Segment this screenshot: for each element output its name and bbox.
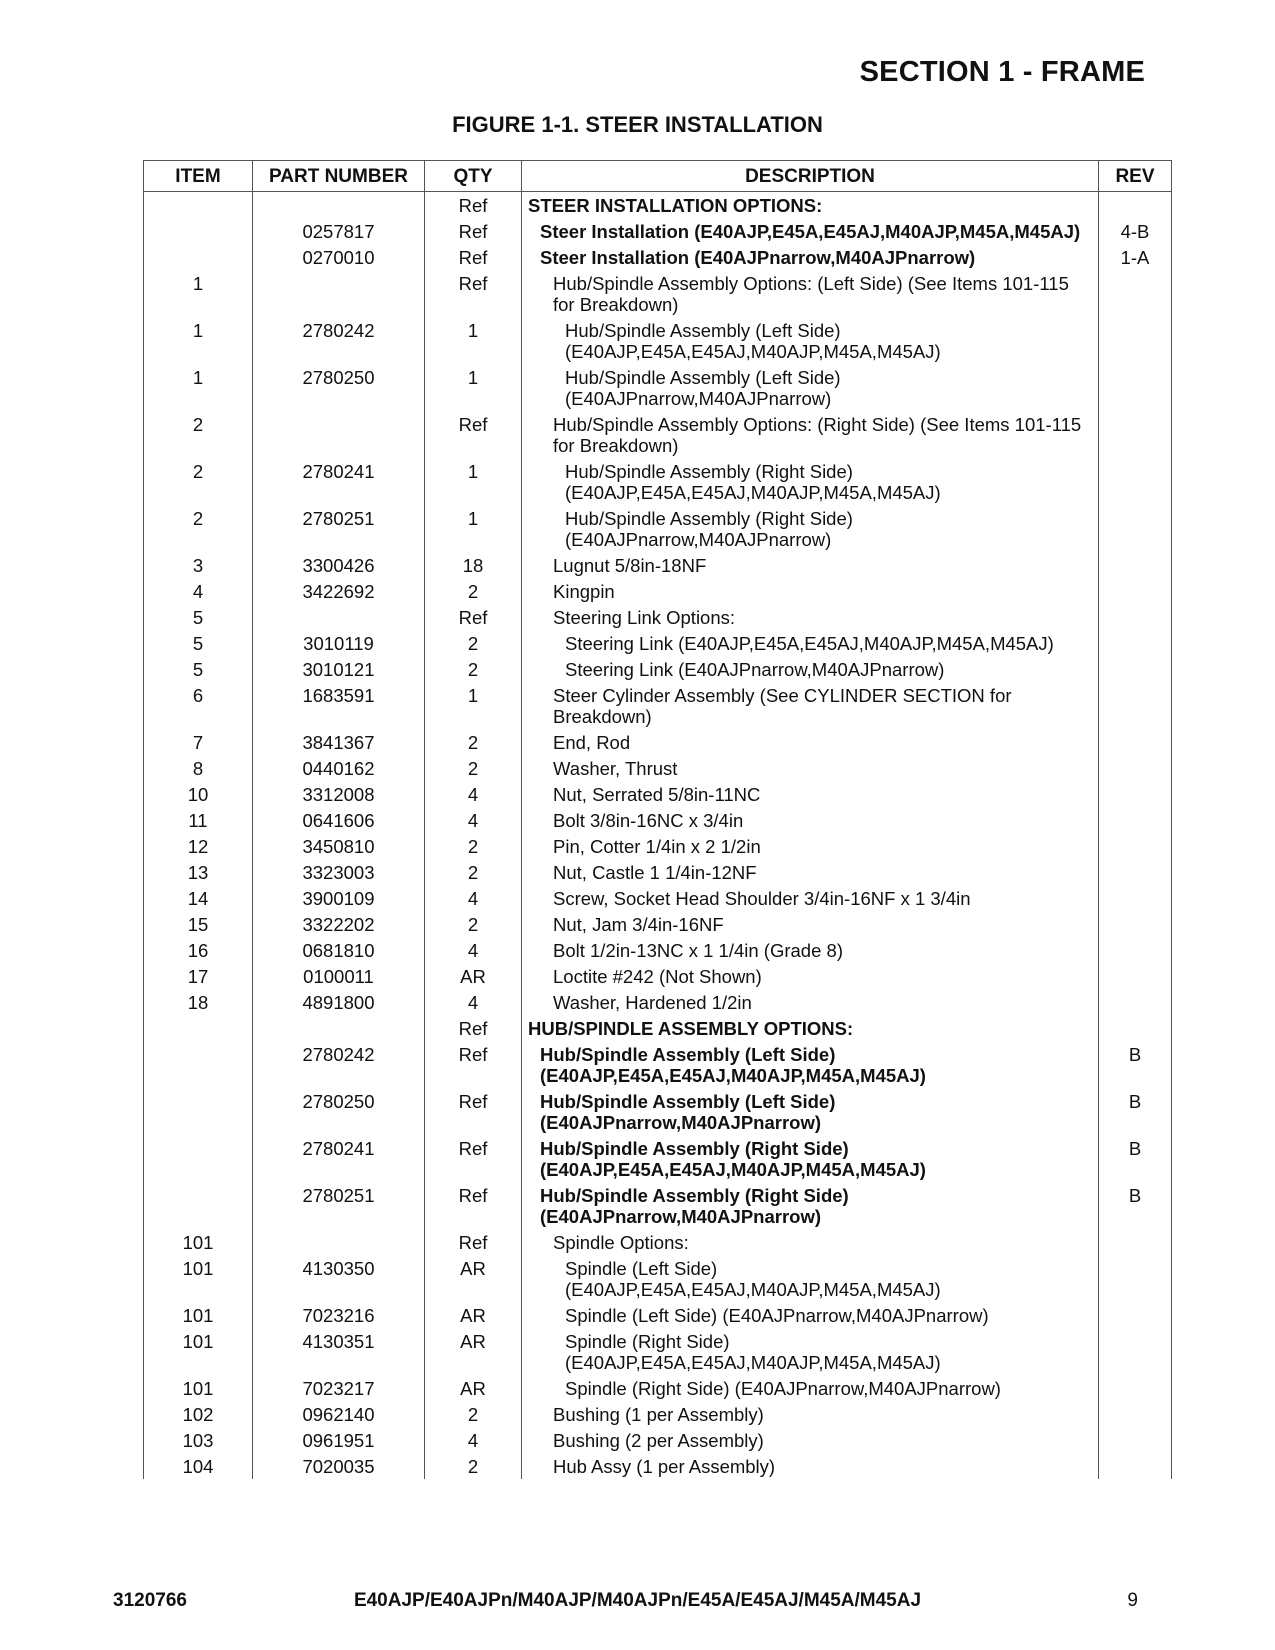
rev-cell (1099, 729, 1172, 755)
part-number-cell: 3300426 (253, 552, 425, 578)
table-row (144, 1302, 1172, 1328)
qty-cell: 2 (425, 859, 522, 885)
part-number-cell: 7023216 (253, 1302, 425, 1328)
rev-cell (1099, 1255, 1172, 1302)
qty-cell: Ref (425, 244, 522, 270)
part-number-cell: 3841367 (253, 729, 425, 755)
table-row (144, 1328, 1172, 1375)
part-number-cell: 0681810 (253, 937, 425, 963)
table-row (144, 411, 1172, 458)
item-cell: 12 (144, 833, 253, 859)
part-number-cell: 4130351 (253, 1328, 425, 1375)
table-row (144, 364, 1172, 411)
item-cell: 8 (144, 755, 253, 781)
qty-cell: 2 (425, 755, 522, 781)
item-cell: 15 (144, 911, 253, 937)
table-row (144, 1135, 1172, 1182)
description-cell: Bolt 3/8in-16NC x 3/4in (522, 807, 1099, 833)
rev-cell (1099, 270, 1172, 317)
table-row (144, 192, 1172, 219)
description-cell: Hub/Spindle Assembly (Left Side) (E40AJP,E45A,E45AJ,M40AJP,M45A,M45AJ) (522, 317, 1099, 364)
part-number-cell: 3450810 (253, 833, 425, 859)
part-number-cell: 3900109 (253, 885, 425, 911)
part-number-cell (253, 411, 425, 458)
table-row (144, 1041, 1172, 1088)
description-cell: Hub Assy (1 per Assembly) (522, 1453, 1099, 1479)
rev-cell (1099, 552, 1172, 578)
table-row (144, 458, 1172, 505)
part-number-cell (253, 1229, 425, 1255)
qty-cell: Ref (425, 218, 522, 244)
description-cell: Steering Link (E40AJPnarrow,M40AJPnarrow) (522, 656, 1099, 682)
item-cell: 13 (144, 859, 253, 885)
item-cell: 101 (144, 1255, 253, 1302)
qty-cell: 18 (425, 552, 522, 578)
header-rev: REV (1099, 161, 1172, 192)
qty-cell: 1 (425, 317, 522, 364)
description-cell: Lugnut 5/8in-18NF (522, 552, 1099, 578)
table-row (144, 833, 1172, 859)
item-cell: 14 (144, 885, 253, 911)
rev-cell (1099, 630, 1172, 656)
part-number-cell: 3010121 (253, 656, 425, 682)
table-row (144, 505, 1172, 552)
header-description: DESCRIPTION (522, 161, 1099, 192)
part-number-cell: 3010119 (253, 630, 425, 656)
table-row (144, 656, 1172, 682)
item-cell: 2 (144, 411, 253, 458)
qty-cell: 4 (425, 989, 522, 1015)
parts-table (143, 160, 1172, 1479)
rev-cell (1099, 885, 1172, 911)
table-row (144, 963, 1172, 989)
rev-cell (1099, 1328, 1172, 1375)
table-row (144, 729, 1172, 755)
qty-cell: Ref (425, 1041, 522, 1088)
description-cell: Nut, Castle 1 1/4in-12NF (522, 859, 1099, 885)
item-cell: 5 (144, 630, 253, 656)
table-row (144, 755, 1172, 781)
part-number-cell: 2780241 (253, 458, 425, 505)
part-number-cell: 0961951 (253, 1427, 425, 1453)
qty-cell: Ref (425, 1088, 522, 1135)
item-cell (144, 1135, 253, 1182)
description-cell: Screw, Socket Head Shoulder 3/4in-16NF x 1 3/4in (522, 885, 1099, 911)
qty-cell: 4 (425, 885, 522, 911)
header-item: ITEM (144, 161, 253, 192)
part-number-cell: 4130350 (253, 1255, 425, 1302)
table-row (144, 630, 1172, 656)
table-row (144, 885, 1172, 911)
qty-cell: AR (425, 1328, 522, 1375)
description-cell: Spindle (Left Side) (E40AJPnarrow,M40AJPnarrow) (522, 1302, 1099, 1328)
rev-cell (1099, 833, 1172, 859)
description-cell: Pin, Cotter 1/4in x 2 1/2in (522, 833, 1099, 859)
part-number-cell: 2780251 (253, 1182, 425, 1229)
part-number-cell: 2780250 (253, 364, 425, 411)
rev-cell (1099, 411, 1172, 458)
page-number: 9 (1127, 1590, 1138, 1611)
rev-cell (1099, 1427, 1172, 1453)
item-cell (144, 1182, 253, 1229)
description-cell: Washer, Thrust (522, 755, 1099, 781)
item-cell: 104 (144, 1453, 253, 1479)
part-number-cell: 3322202 (253, 911, 425, 937)
rev-cell (1099, 364, 1172, 411)
table-row (144, 552, 1172, 578)
qty-cell: Ref (425, 411, 522, 458)
item-cell (144, 244, 253, 270)
part-number-cell: 2780250 (253, 1088, 425, 1135)
rev-cell (1099, 1453, 1172, 1479)
qty-cell: Ref (425, 604, 522, 630)
table-row (144, 218, 1172, 244)
table-row (144, 1453, 1172, 1479)
table-header (144, 161, 1172, 192)
item-cell: 4 (144, 578, 253, 604)
description-cell: Spindle Options: (522, 1229, 1099, 1255)
table-row (144, 781, 1172, 807)
part-number-cell (253, 604, 425, 630)
item-cell: 6 (144, 682, 253, 729)
part-number-cell: 0962140 (253, 1401, 425, 1427)
description-cell: Hub/Spindle Assembly (Right Side) (E40AJPnarrow,M40AJPnarrow) (522, 1182, 1099, 1229)
part-number-cell: 0257817 (253, 218, 425, 244)
description-cell: Steer Installation (E40AJPnarrow,M40AJPnarrow) (522, 244, 1099, 270)
item-cell: 1 (144, 364, 253, 411)
table-row (144, 859, 1172, 885)
item-cell: 101 (144, 1375, 253, 1401)
table-row (144, 1088, 1172, 1135)
header-part-number: PART NUMBER (253, 161, 425, 192)
rev-cell (1099, 911, 1172, 937)
item-cell: 3 (144, 552, 253, 578)
document-number: 3120766 (113, 1590, 187, 1611)
qty-cell: AR (425, 1255, 522, 1302)
qty-cell: 4 (425, 937, 522, 963)
qty-cell: 2 (425, 833, 522, 859)
description-cell: Hub/Spindle Assembly (Left Side) (E40AJPnarrow,M40AJPnarrow) (522, 364, 1099, 411)
qty-cell: 2 (425, 1401, 522, 1427)
qty-cell: Ref (425, 1135, 522, 1182)
part-number-cell: 2780241 (253, 1135, 425, 1182)
description-cell: Hub/Spindle Assembly (Left Side) (E40AJPnarrow,M40AJPnarrow) (522, 1088, 1099, 1135)
item-cell: 10 (144, 781, 253, 807)
rev-cell (1099, 505, 1172, 552)
rev-cell (1099, 859, 1172, 885)
description-cell: Steering Link (E40AJP,E45A,E45AJ,M40AJP,M45A,M45AJ) (522, 630, 1099, 656)
description-cell: Hub/Spindle Assembly (Right Side) (E40AJP,E45A,E45AJ,M40AJP,M45A,M45AJ) (522, 458, 1099, 505)
part-number-cell: 0641606 (253, 807, 425, 833)
part-number-cell: 7020035 (253, 1453, 425, 1479)
description-cell: Hub/Spindle Assembly (Right Side) (E40AJP,E45A,E45AJ,M40AJP,M45A,M45AJ) (522, 1135, 1099, 1182)
qty-cell: 1 (425, 364, 522, 411)
item-cell: 103 (144, 1427, 253, 1453)
rev-cell (1099, 458, 1172, 505)
qty-cell: 2 (425, 729, 522, 755)
rev-cell (1099, 755, 1172, 781)
rev-cell (1099, 963, 1172, 989)
item-cell: 101 (144, 1328, 253, 1375)
table-row (144, 682, 1172, 729)
description-cell: STEER INSTALLATION OPTIONS: (522, 192, 1099, 219)
item-cell: 5 (144, 656, 253, 682)
table-row (144, 1015, 1172, 1041)
table-row (144, 270, 1172, 317)
item-cell: 102 (144, 1401, 253, 1427)
table-row (144, 937, 1172, 963)
part-number-cell: 7023217 (253, 1375, 425, 1401)
part-number-cell: 2780242 (253, 317, 425, 364)
part-number-cell: 0270010 (253, 244, 425, 270)
part-number-cell: 2780242 (253, 1041, 425, 1088)
item-cell (144, 218, 253, 244)
table-row (144, 1375, 1172, 1401)
table-row (144, 604, 1172, 630)
qty-cell: Ref (425, 270, 522, 317)
description-cell: Spindle (Right Side) (E40AJP,E45A,E45AJ,M40AJP,M45A,M45AJ) (522, 1328, 1099, 1375)
item-cell: 7 (144, 729, 253, 755)
rev-cell: B (1099, 1135, 1172, 1182)
rev-cell (1099, 989, 1172, 1015)
item-cell: 5 (144, 604, 253, 630)
figure-title: FIGURE 1-1. STEER INSTALLATION (452, 112, 823, 137)
qty-cell: 2 (425, 656, 522, 682)
rev-cell (1099, 656, 1172, 682)
item-cell (144, 192, 253, 219)
part-number-cell: 3422692 (253, 578, 425, 604)
description-cell: Kingpin (522, 578, 1099, 604)
rev-cell (1099, 192, 1172, 219)
item-cell: 2 (144, 458, 253, 505)
item-cell: 1 (144, 270, 253, 317)
qty-cell: AR (425, 1302, 522, 1328)
rev-cell: 4-B (1099, 218, 1172, 244)
item-cell: 16 (144, 937, 253, 963)
description-cell: Hub/Spindle Assembly (Right Side) (E40AJPnarrow,M40AJPnarrow) (522, 505, 1099, 552)
description-cell: Spindle (Left Side) (E40AJP,E45A,E45AJ,M40AJP,M45A,M45AJ) (522, 1255, 1099, 1302)
qty-cell: 4 (425, 781, 522, 807)
table-row (144, 1401, 1172, 1427)
qty-cell: AR (425, 1375, 522, 1401)
rev-cell (1099, 937, 1172, 963)
header-qty: QTY (425, 161, 522, 192)
description-cell: Bolt 1/2in-13NC x 1 1/4in (Grade 8) (522, 937, 1099, 963)
part-number-cell: 0100011 (253, 963, 425, 989)
qty-cell: 4 (425, 807, 522, 833)
table-row (144, 578, 1172, 604)
table-row (144, 807, 1172, 833)
rev-cell (1099, 317, 1172, 364)
item-cell: 11 (144, 807, 253, 833)
qty-cell: 1 (425, 682, 522, 729)
rev-cell: B (1099, 1041, 1172, 1088)
parts-table-container (143, 160, 1171, 1479)
table-row (144, 1182, 1172, 1229)
description-cell: HUB/SPINDLE ASSEMBLY OPTIONS: (522, 1015, 1099, 1041)
qty-cell: 2 (425, 578, 522, 604)
item-cell: 101 (144, 1302, 253, 1328)
model-list: E40AJP/E40AJPn/M40AJP/M40AJPn/E45A/E45AJ/M45A/M45AJ (353, 1590, 922, 1611)
rev-cell (1099, 1229, 1172, 1255)
qty-cell: Ref (425, 192, 522, 219)
description-cell: Hub/Spindle Assembly Options: (Right Side) (See Items 101-115 for Breakdown) (522, 411, 1099, 458)
qty-cell: 2 (425, 630, 522, 656)
description-cell: Hub/Spindle Assembly Options: (Left Side) (See Items 101-115 for Breakdown) (522, 270, 1099, 317)
table-row (144, 1255, 1172, 1302)
part-number-cell: 3312008 (253, 781, 425, 807)
rev-cell (1099, 1401, 1172, 1427)
rev-cell (1099, 578, 1172, 604)
table-row (144, 989, 1172, 1015)
description-cell: End, Rod (522, 729, 1099, 755)
rev-cell (1099, 807, 1172, 833)
rev-cell (1099, 1375, 1172, 1401)
item-cell (144, 1015, 253, 1041)
qty-cell: Ref (425, 1182, 522, 1229)
part-number-cell (253, 192, 425, 219)
description-cell: Nut, Serrated 5/8in-11NC (522, 781, 1099, 807)
description-cell: Nut, Jam 3/4in-16NF (522, 911, 1099, 937)
item-cell: 17 (144, 963, 253, 989)
table-row (144, 1229, 1172, 1255)
section-title: SECTION 1 - FRAME (859, 56, 1145, 88)
table-row (144, 1427, 1172, 1453)
part-number-cell: 0440162 (253, 755, 425, 781)
qty-cell: 2 (425, 911, 522, 937)
part-number-cell: 3323003 (253, 859, 425, 885)
description-cell: Bushing (1 per Assembly) (522, 1401, 1099, 1427)
part-number-cell: 4891800 (253, 989, 425, 1015)
qty-cell: 2 (425, 1453, 522, 1479)
part-number-cell: 1683591 (253, 682, 425, 729)
qty-cell: AR (425, 963, 522, 989)
description-cell: Washer, Hardened 1/2in (522, 989, 1099, 1015)
item-cell: 18 (144, 989, 253, 1015)
part-number-cell (253, 1015, 425, 1041)
rev-cell (1099, 781, 1172, 807)
rev-cell: B (1099, 1182, 1172, 1229)
item-cell: 101 (144, 1229, 253, 1255)
description-cell: Steering Link Options: (522, 604, 1099, 630)
table-row (144, 244, 1172, 270)
table-body (144, 192, 1172, 1480)
description-cell: Loctite #242 (Not Shown) (522, 963, 1099, 989)
rev-cell (1099, 604, 1172, 630)
qty-cell: Ref (425, 1229, 522, 1255)
description-cell: Spindle (Right Side) (E40AJPnarrow,M40AJPnarrow) (522, 1375, 1099, 1401)
table-row (144, 317, 1172, 364)
description-cell: Bushing (2 per Assembly) (522, 1427, 1099, 1453)
item-cell (144, 1041, 253, 1088)
rev-cell (1099, 682, 1172, 729)
qty-cell: 4 (425, 1427, 522, 1453)
part-number-cell: 2780251 (253, 505, 425, 552)
qty-cell: 1 (425, 458, 522, 505)
item-cell: 2 (144, 505, 253, 552)
rev-cell: 1-A (1099, 244, 1172, 270)
rev-cell (1099, 1302, 1172, 1328)
item-cell (144, 1088, 253, 1135)
header-row (144, 161, 1172, 192)
table-row (144, 911, 1172, 937)
rev-cell (1099, 1015, 1172, 1041)
description-cell: Steer Installation (E40AJP,E45A,E45AJ,M40AJP,M45A,M45AJ) (522, 218, 1099, 244)
description-cell: Hub/Spindle Assembly (Left Side) (E40AJP,E45A,E45AJ,M40AJP,M45A,M45AJ) (522, 1041, 1099, 1088)
qty-cell: Ref (425, 1015, 522, 1041)
qty-cell: 1 (425, 505, 522, 552)
rev-cell: B (1099, 1088, 1172, 1135)
part-number-cell (253, 270, 425, 317)
description-cell: Steer Cylinder Assembly (See CYLINDER SECTION for Breakdown) (522, 682, 1099, 729)
item-cell: 1 (144, 317, 253, 364)
